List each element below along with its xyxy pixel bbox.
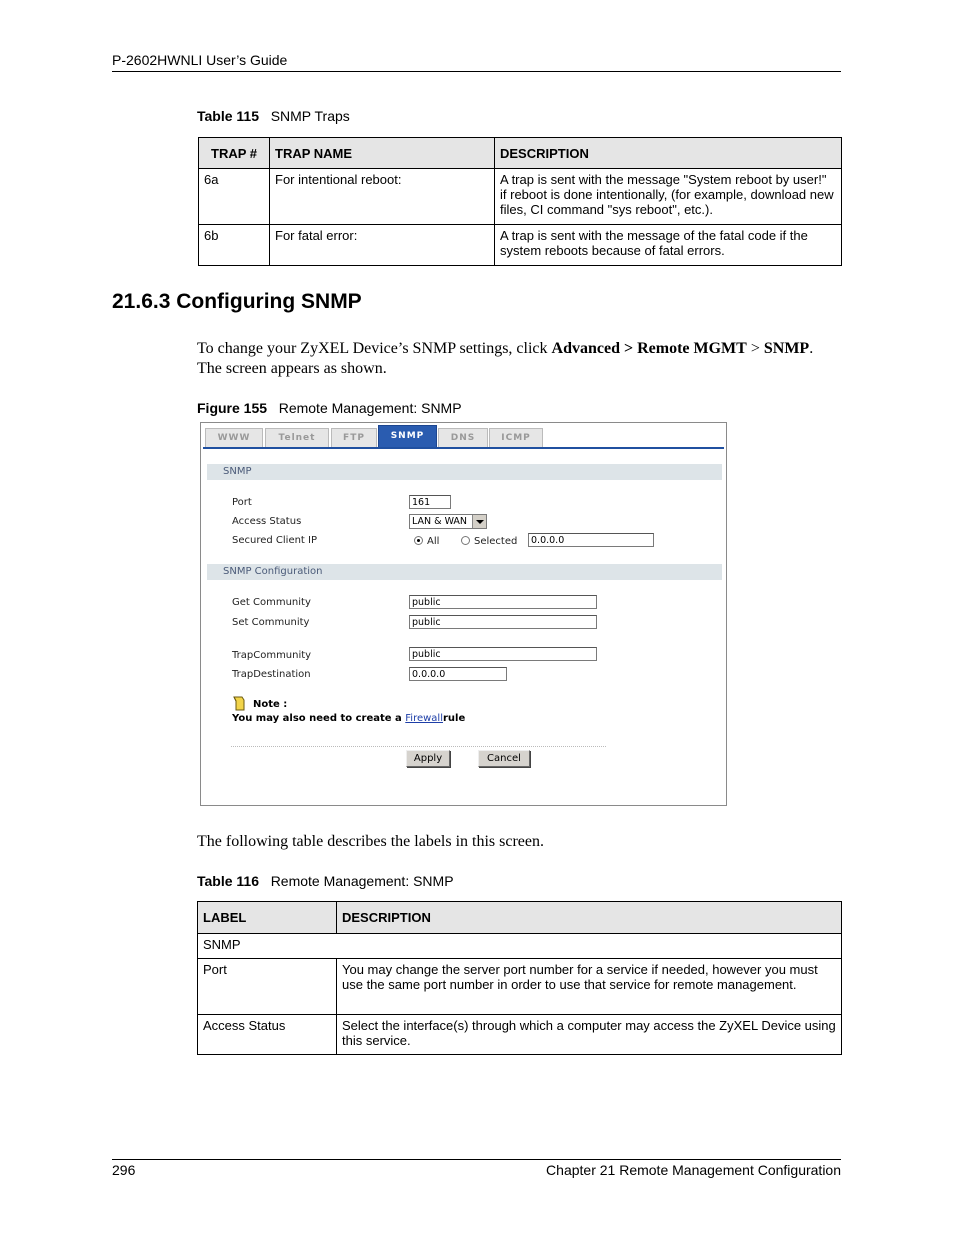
access-status-label: Access Status: [232, 516, 302, 527]
intro-separator: >: [746, 340, 764, 357]
table-section-cell: SNMP: [198, 934, 842, 959]
section-heading: 21.6.3 Configuring SNMP: [112, 290, 362, 313]
intro-menu-path: Advanced > Remote MGMT: [551, 340, 747, 357]
set-community-label: Set Community: [232, 617, 310, 628]
table-cell: Port: [198, 959, 337, 1015]
intro-text-end: . The screen appears as shown.: [197, 340, 814, 377]
figure-caption-label: Figure 155: [197, 400, 268, 416]
tab-telnet[interactable]: Telnet: [265, 428, 329, 447]
table-row: [198, 959, 842, 1015]
table-cell: For fatal error:: [270, 225, 495, 266]
tab-ftp[interactable]: FTP: [331, 428, 377, 447]
trap-destination-input[interactable]: 0.0.0.0: [409, 667, 507, 681]
table-row: [199, 169, 842, 225]
note-text: [232, 713, 465, 724]
table115-caption-title: SNMP Traps: [270, 108, 350, 124]
figure-caption: [197, 400, 462, 416]
table116: [197, 901, 842, 1055]
table115-caption: [197, 108, 350, 124]
tab-www[interactable]: WWW: [205, 428, 263, 447]
snmp-screenshot: [200, 422, 727, 806]
chapter-title: Chapter 21 Remote Management Configuration: [546, 1162, 841, 1178]
snmp-section-bar: SNMP: [207, 464, 722, 480]
tab-dns[interactable]: DNS: [438, 428, 488, 447]
table115-header-trap: TRAP #: [199, 138, 270, 169]
firewall-link[interactable]: Firewall: [405, 713, 443, 724]
access-status-select[interactable]: [409, 514, 487, 529]
tab-snmp[interactable]: SNMP: [378, 425, 437, 447]
table-cell: You may change the server port number for a service if needed, however you must use the same port number in order to use that service for remote management.: [337, 959, 842, 1015]
table116-header-label: LABEL: [198, 902, 337, 934]
note-icon: [232, 696, 246, 711]
table116-caption: [197, 873, 454, 889]
tab-icmp[interactable]: ICMP: [489, 428, 543, 447]
chevron-down-icon[interactable]: [472, 515, 486, 528]
trap-community-input[interactable]: public: [409, 647, 597, 661]
apply-button[interactable]: Apply: [406, 750, 450, 767]
intro-paragraph: [197, 339, 827, 379]
radio-selected[interactable]: [461, 536, 470, 545]
intro-menu-item: SNMP: [763, 340, 810, 357]
radio-all[interactable]: [414, 536, 423, 545]
port-input[interactable]: 161: [409, 495, 451, 509]
table-cell: A trap is sent with the message of the fatal code if the system reboots because of fatal errors.: [495, 225, 842, 266]
radio-all-label: All: [427, 536, 440, 547]
footer-rule: [112, 1159, 841, 1160]
set-community-input[interactable]: public: [409, 615, 597, 629]
table-cell: A trap is sent with the message "System reboot by user!" if reboot is done intentionally, (for example, download new files, CI command "sys reboot", etc.).: [495, 169, 842, 225]
trap-community-label: TrapCommunity: [232, 650, 312, 661]
table-cell: Select the interface(s) through which a computer may access the ZyXEL Device using this service.: [337, 1015, 842, 1055]
table115-caption-label: Table 115: [197, 108, 260, 124]
secured-client-ip-label: Secured Client IP: [232, 535, 318, 546]
table-cell: For intentional reboot:: [270, 169, 495, 225]
table116-header-description: DESCRIPTION: [337, 902, 842, 934]
table115-header-name: TRAP NAME: [270, 138, 495, 169]
table116-caption-label: Table 116: [197, 873, 260, 889]
table-row: [198, 1015, 842, 1055]
note-text-post: rule: [442, 713, 466, 724]
table-row: [198, 934, 842, 959]
guide-title: P-2602HWNLI User’s Guide: [112, 52, 288, 68]
tab-bar: [203, 425, 724, 449]
get-community-label: Get Community: [232, 597, 311, 608]
secured-ip-input[interactable]: 0.0.0.0: [528, 533, 654, 547]
trap-destination-label: TrapDestination: [232, 669, 311, 680]
table-row: [199, 225, 842, 266]
intro-text: To change your ZyXEL Device’s SNMP settings, click: [197, 340, 552, 357]
after-figure-text: The following table describes the labels in this screen.: [197, 833, 545, 850]
cancel-button[interactable]: Cancel: [478, 750, 530, 767]
table115: [198, 137, 842, 266]
table116-caption-title: Remote Management: SNMP: [270, 873, 454, 889]
radio-selected-label: Selected: [474, 536, 518, 547]
port-label: Port: [232, 497, 252, 508]
note-title: Note :: [253, 699, 288, 710]
access-status-value: LAN & WAN: [412, 516, 468, 527]
get-community-input[interactable]: public: [409, 595, 597, 609]
table115-header-description: DESCRIPTION: [495, 138, 842, 169]
figure-caption-title: Remote Management: SNMP: [278, 400, 462, 416]
table-cell: 6b: [199, 225, 270, 266]
note-text-pre: You may also need to create a: [232, 713, 406, 724]
header-rule: [112, 71, 841, 72]
page-number: 296: [112, 1162, 136, 1178]
snmp-config-section-bar: SNMP Configuration: [207, 564, 722, 580]
table-cell: Access Status: [198, 1015, 337, 1055]
table-cell: 6a: [199, 169, 270, 225]
divider: [231, 746, 606, 747]
